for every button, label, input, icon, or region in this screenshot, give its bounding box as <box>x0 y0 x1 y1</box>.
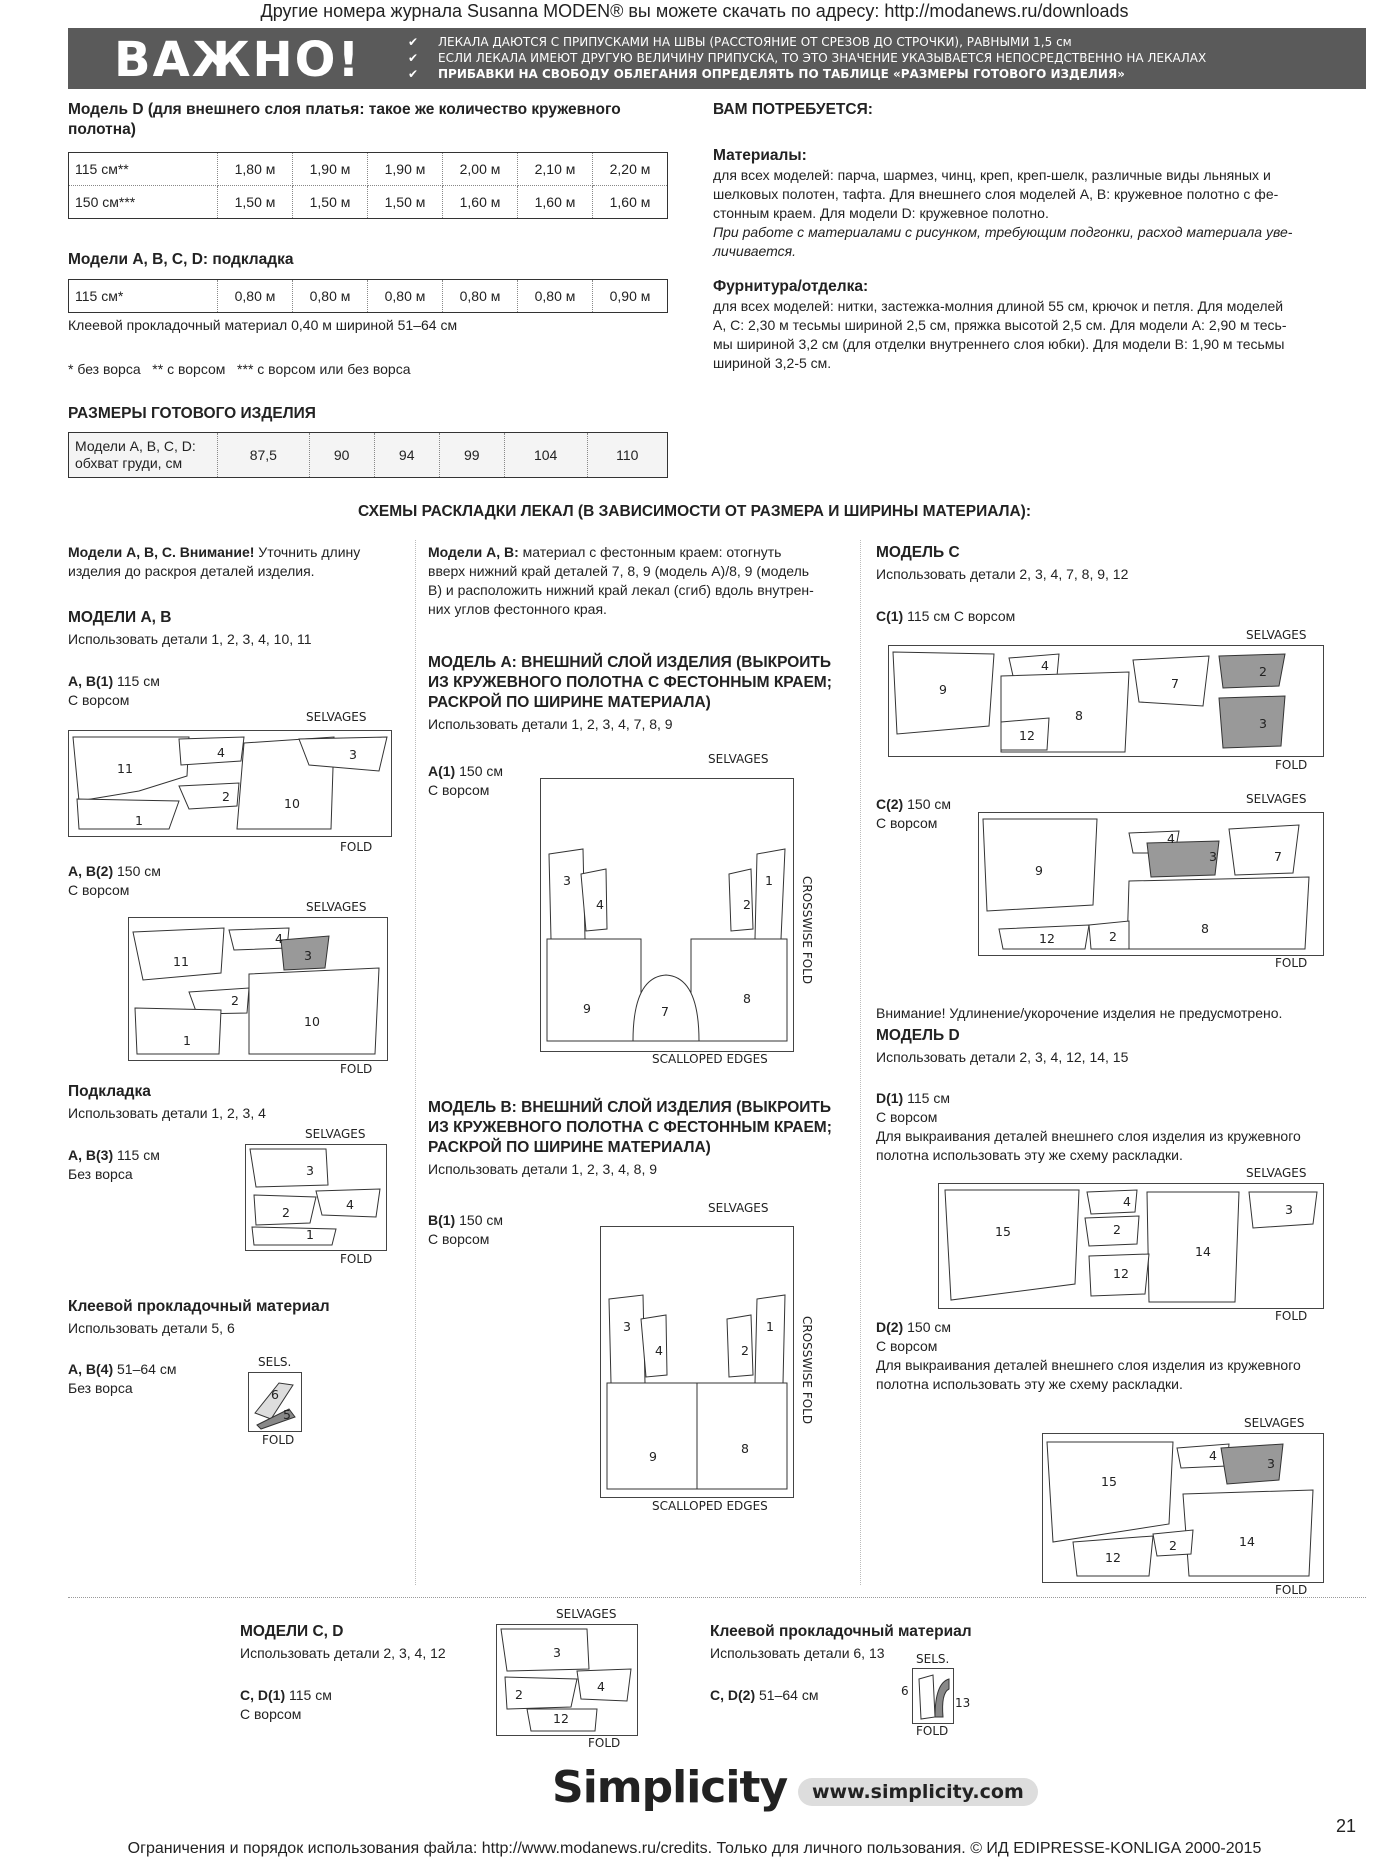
interfacing2-use: Использовать детали 6, 13 <box>710 1645 885 1661</box>
layout-id: С(2) <box>876 796 904 812</box>
important-banner <box>68 28 1366 89</box>
important-line: ✔ ЕСЛИ ЛЕКАЛА ИМЕЮТ ДРУГУЮ ВЕЛИЧИНУ ПРИПУСКА, ТО ЭТО ЗНАЧЕНИЕ УКАЗЫВАЕТСЯ НЕПОСРЕДСТВЕННО НА ЛЕКАЛАХ <box>408 50 1206 66</box>
table-cell: 99 <box>439 433 504 478</box>
table-cell: 110 <box>587 433 667 478</box>
crosswise-fold-label: CROSSWISE FOLD <box>800 1316 814 1425</box>
layout-ab1-label <box>68 672 160 710</box>
layout-diagram-c2: 9 4 3 7 2 8 12 <box>978 812 1324 956</box>
text-line: мы шириной 3,2 см (для отделки внутреннего слоя юбки). Для модели В: 1,90 м тесьмы <box>713 336 1285 352</box>
table-cell: 1,50 м <box>293 186 368 219</box>
sizes-table <box>68 432 668 478</box>
layout-cd1-label <box>240 1686 332 1724</box>
layout-id: С, D(1) <box>240 1687 286 1703</box>
selvages-label: SELVAGES <box>1246 628 1307 642</box>
selvages-label: SELVAGES <box>306 900 367 914</box>
layout-diagram-ab1: 11 4 3 2 10 1 <box>68 730 392 837</box>
layout-width: 115 см <box>285 1687 332 1703</box>
model-d-heading: МОДЕЛЬ D <box>876 1027 960 1044</box>
sizes-label: обхват груди, см <box>75 455 183 471</box>
model-d-table <box>68 152 668 219</box>
text-line: Для выкраивания деталей внешнего слоя изделия из кружевного <box>876 1128 1301 1144</box>
layout-width: 115 см <box>903 1090 950 1106</box>
layout-nap: Без ворса <box>68 1380 133 1396</box>
note-text: В) и расположить нижний край лекал (сгиб) вдоль внутрен- <box>428 582 814 598</box>
table-cell: 150 см*** <box>69 186 218 219</box>
notions-heading: Фурнитура/отделка: <box>713 278 869 295</box>
layout-ab3-label <box>68 1146 160 1184</box>
text-line: для всех моделей: парча, шармез, чинц, креп, креп-шелк, различные виды льняных и <box>713 167 1271 183</box>
text-line: Для выкраивания деталей внешнего слоя изделия из кружевного <box>876 1357 1301 1373</box>
layout-width: 115 см С ворсом <box>903 608 1016 624</box>
fold-label: FOLD <box>262 1433 295 1447</box>
table-cell: 1,90 м <box>368 153 443 186</box>
layout-width: 150 см <box>455 763 503 779</box>
selvages-label: SELVAGES <box>306 710 367 724</box>
note-bold: Модели А, В, С. Внимание! <box>68 544 255 560</box>
text-line: А, С: 2,30 м тесьмы шириной 2,5 см, пряжка высотой 2,5 см. Для модели А: 2,90 м тесь- <box>713 317 1287 333</box>
layout-d1-label <box>876 1089 1346 1165</box>
layout-c1-label <box>876 607 1015 626</box>
layout-width: 51–64 см <box>113 1361 177 1377</box>
text-line: полотна использовать эту же схему раскладки. <box>876 1376 1183 1392</box>
table-cell <box>69 433 218 478</box>
table-cell: 1,60 м <box>518 186 593 219</box>
layout-width: 150 см <box>903 1319 951 1335</box>
layout-nap: С ворсом <box>876 1338 938 1354</box>
layout-id: В(1) <box>428 1212 456 1228</box>
table-cell: 2,00 м <box>443 153 518 186</box>
note-text: вверх нижний край деталей 7, 8, 9 (модель А)/8, 9 (модель <box>428 563 810 579</box>
text-line: шириной 3,2-5 см. <box>713 355 832 371</box>
table-cell: 0,80 м <box>293 280 368 313</box>
layout-nap: С ворсом <box>240 1706 302 1722</box>
table-cell: 0,80 м <box>518 280 593 313</box>
layout-ab4-label <box>68 1360 176 1398</box>
table-cell: 104 <box>504 433 587 478</box>
fold-label: FOLD <box>340 840 373 854</box>
layout-c2-label <box>876 795 951 833</box>
model-a-use: Использовать детали 1, 2, 3, 4, 7, 8, 9 <box>428 716 673 732</box>
materials-block <box>713 146 1353 373</box>
fold-label: FOLD <box>340 1062 373 1076</box>
download-line: Другие номера журнала Susanna MODEN® вы можете скачать по адресу: http://modanews.ru/downloads <box>260 1 1129 21</box>
layout-nap: С ворсом <box>428 782 490 798</box>
table-cell: 1,90 м <box>293 153 368 186</box>
fold-label: FOLD <box>588 1736 621 1750</box>
model-d-use: Использовать детали 2, 3, 4, 12, 14, 15 <box>876 1049 1129 1065</box>
layout-b1-label <box>428 1211 503 1249</box>
model-b-use: Использовать детали 1, 2, 3, 4, 8, 9 <box>428 1161 658 1177</box>
column-divider <box>860 540 861 1585</box>
text-line: стонным краем. Для модели D: кружевное полотно. <box>713 205 1049 221</box>
sizes-title: РАЗМЕРЫ ГОТОВОГО ИЗДЕЛИЯ <box>68 405 316 422</box>
scalloped-label: SCALLOPED EDGES <box>652 1499 768 1513</box>
table-row <box>69 433 668 478</box>
layout-nap: Без ворса <box>68 1166 133 1182</box>
interfacing2-heading: Клеевой прокладочный материал <box>710 1623 972 1640</box>
layout-nap: С ворсом <box>68 692 130 708</box>
lining-table <box>68 279 668 313</box>
layout-width: 150 см <box>455 1212 503 1228</box>
fold-label: FOLD <box>1275 1583 1308 1597</box>
layout-width: 51–64 см <box>755 1687 819 1703</box>
selvages-label: SELVAGES <box>1246 792 1307 806</box>
sels-label: SELS. <box>916 1652 950 1666</box>
fold-label: FOLD <box>340 1252 373 1266</box>
note-text: них углов фестонного края. <box>428 601 607 617</box>
model-c-use: Использовать детали 2, 3, 4, 7, 8, 9, 12 <box>876 566 1129 582</box>
sels-label: SELS. <box>258 1355 292 1369</box>
selvages-label: SELVAGES <box>556 1607 617 1621</box>
fold-label: FOLD <box>916 1724 949 1738</box>
layout-id: D(1) <box>876 1090 904 1106</box>
layout-diagram-cd2 <box>912 1668 954 1724</box>
table-cell: 1,60 м <box>443 186 518 219</box>
heading-line: МОДЕЛЬ В: ВНЕШНИЙ СЛОЙ ИЗДЕЛИЯ (ВЫКРОИТЬ <box>428 1099 832 1116</box>
selvages-label: SELVAGES <box>305 1127 366 1141</box>
table-cell: 0,80 м <box>218 280 293 313</box>
layout-nap: С ворсом <box>876 815 938 831</box>
layout-id: С, D(2) <box>710 1687 756 1703</box>
table-cell: 1,80 м <box>218 153 293 186</box>
scalloped-label: SCALLOPED EDGES <box>652 1052 768 1066</box>
important-line: ✔ ЛЕКАЛА ДАЮТСЯ С ПРИПУСКАМИ НА ШВЫ (РАССТОЯНИЕ ОТ СРЕЗОВ ДО СТРОЧКИ), РАВНЫМИ 1,5 см <box>408 34 1206 50</box>
text-line: шелковых полотен, тафта. Для внешнего слоя моделей А, В: кружевное полотно с фе- <box>713 186 1279 202</box>
layout-diagram-cd1: 3 4 2 12 <box>496 1624 638 1736</box>
materials-heading: Материалы: <box>713 147 807 164</box>
need-title: ВАМ ПОТРЕБУЕТСЯ: <box>713 101 873 118</box>
schemes-title: СХЕМЫ РАСКЛАДКИ ЛЕКАЛ (В ЗАВИСИМОСТИ ОТ РАЗМЕРА И ШИРИНЫ МАТЕРИАЛА): <box>357 503 1032 520</box>
layout-id: А, В(2) <box>68 863 114 879</box>
layout-d2-label <box>876 1318 1346 1394</box>
lining-use: Использовать детали 1, 2, 3, 4 <box>68 1105 266 1121</box>
note-bold: Модели А, В: <box>428 544 519 560</box>
important-line: ✔ ПРИБАВКИ НА СВОБОДУ ОБЛЕГАНИЯ ОПРЕДЕЛЯТЬ ПО ТАБЛИЦЕ «РАЗМЕРЫ ГОТОВОГО ИЗДЕЛИЯ» <box>408 66 1206 82</box>
layout-diagram-c1: 9 4 8 12 7 2 3 <box>888 645 1324 757</box>
note-text: материал с фестонным краем: отогнуть <box>518 544 782 560</box>
table-cell: 115 см** <box>69 153 218 186</box>
fold-label: FOLD <box>1275 1309 1308 1323</box>
heading-line: ИЗ КРУЖЕВНОГО ПОЛОТНА С ФЕСТОННЫМ КРАЕМ; <box>428 1119 832 1136</box>
table-cell: 2,10 м <box>518 153 593 186</box>
fold-label: FOLD <box>1275 758 1308 772</box>
models-ab-use: Использовать детали 1, 2, 3, 4, 10, 11 <box>68 631 312 647</box>
brand-logo <box>552 1762 787 1813</box>
layout-diagram-d1: 15 4 2 14 12 3 <box>938 1183 1324 1309</box>
layout-id: А, В(3) <box>68 1147 114 1163</box>
table-cell: 0,90 м <box>593 280 668 313</box>
layout-width: 150 см <box>113 863 161 879</box>
table-row <box>69 153 668 186</box>
model-d-title: Модель D (для внешнего слоя платья: такое же количество кружевного полотна) <box>68 101 621 138</box>
interfacing-note: Клеевой прокладочный материал 0,40 м шириной 51–64 см <box>68 317 458 333</box>
layout-nap: С ворсом <box>876 1109 938 1125</box>
table-cell: 0,80 м <box>368 280 443 313</box>
table-cell: 87,5 <box>218 433 310 478</box>
layout-id: С(1) <box>876 608 904 624</box>
page-number: 21 <box>1336 1816 1357 1836</box>
piece-label: 13 <box>955 1696 971 1710</box>
piece-label: 6 <box>901 1684 909 1698</box>
selvages-label: SELVAGES <box>1244 1416 1305 1430</box>
layout-width: 150 см <box>903 796 951 812</box>
table-cell: 2,20 м <box>593 153 668 186</box>
layout-diagram-ab2: 11 4 3 2 10 1 <box>128 917 388 1061</box>
interfacing-use: Использовать детали 5, 6 <box>68 1320 235 1336</box>
layout-cd2-label <box>710 1686 818 1705</box>
models-cd-heading: МОДЕЛИ С, D <box>240 1623 344 1640</box>
text-line: полотна использовать эту же схему раскладки. <box>876 1147 1183 1163</box>
col1-note <box>68 543 408 581</box>
layout-id: А, В(4) <box>68 1361 114 1377</box>
table-cell: 115 см* <box>69 280 218 313</box>
layout-diagram-a1: 3 4 2 1 9 7 8 <box>540 778 794 1052</box>
col2-note <box>428 543 848 619</box>
model-a-heading <box>428 653 832 713</box>
layout-nap: С ворсом <box>428 1231 490 1247</box>
models-cd-use: Использовать детали 2, 3, 4, 12 <box>240 1645 446 1661</box>
heading-line: ИЗ КРУЖЕВНОГО ПОЛОТНА С ФЕСТОННЫМ КРАЕМ; <box>428 674 832 691</box>
table-cell: 0,80 м <box>443 280 518 313</box>
legend-note: * без ворса ** с ворсом *** с ворсом или без ворса <box>68 361 411 377</box>
layout-diagram-ab4: 6 5 <box>248 1372 302 1432</box>
layout-id: А(1) <box>428 763 456 779</box>
layout-diagram-b1: 3 4 2 1 9 8 <box>600 1226 794 1498</box>
brand-url-pill <box>798 1781 1038 1803</box>
brand-name: Simplicity <box>552 1762 788 1813</box>
model-b-heading <box>428 1098 832 1158</box>
text-line: При работе с материалами с рисунком, требующим подгонки, расход материала уве- <box>713 224 1293 240</box>
lining-title: Модели А, В, С, D: подкладка <box>68 251 294 268</box>
lining-heading: Подкладка <box>68 1083 151 1100</box>
section-divider <box>68 1597 1366 1598</box>
layout-a1-label <box>428 762 503 800</box>
interfacing-heading: Клеевой прокладочный материал <box>68 1298 330 1315</box>
text-line: личивается. <box>713 243 797 259</box>
layout-nap: С ворсом <box>68 882 130 898</box>
layout-width: 115 см <box>113 673 160 689</box>
warning-note: Внимание! Удлинение/укорочение изделия не предусмотрено. <box>876 1005 1283 1021</box>
table-cell: 90 <box>309 433 374 478</box>
crosswise-fold-label: CROSSWISE FOLD <box>800 876 814 985</box>
table-cell: 1,60 м <box>593 186 668 219</box>
model-c-heading: МОДЕЛЬ С <box>876 544 960 561</box>
layout-id: А, В(1) <box>68 673 114 689</box>
sizes-label: Модели А, В, С, D: <box>75 438 196 454</box>
heading-line: МОДЕЛЬ А: ВНЕШНИЙ СЛОЙ ИЗДЕЛИЯ (ВЫКРОИТЬ <box>428 654 832 671</box>
selvages-label: SELVAGES <box>708 1201 769 1215</box>
layout-diagram-ab3: 3 4 2 1 <box>245 1144 387 1251</box>
fold-label: FOLD <box>1275 956 1308 970</box>
legal-line: Ограничения и порядок использования файла: http://www.modanews.ru/credits. Только для личного пользования. © ИД EDIPRESSE-KONLIGA 2000-2015 <box>127 1840 1262 1857</box>
brand-url[interactable]: www.simplicity.com <box>798 1778 1038 1806</box>
column-divider <box>415 540 416 1585</box>
text-line: для всех моделей: нитки, застежка-молния длиной 55 см, крючок и петля. Для моделей <box>713 298 1284 314</box>
layout-diagram-d2: 15 4 3 2 14 12 <box>1042 1433 1324 1583</box>
layout-ab2-label <box>68 862 161 900</box>
models-ab-heading: МОДЕЛИ А, В <box>68 609 172 626</box>
heading-line: РАСКРОЙ ПО ШИРИНЕ МАТЕРИАЛА) <box>428 1139 711 1156</box>
selvages-label: SELVAGES <box>1246 1166 1307 1180</box>
important-title: ВАЖНО! <box>114 32 362 88</box>
layout-id: D(2) <box>876 1319 904 1335</box>
layout-width: 115 см <box>113 1147 160 1163</box>
selvages-label: SELVAGES <box>708 752 769 766</box>
table-row <box>69 280 668 313</box>
table-cell: 1,50 м <box>218 186 293 219</box>
table-cell: 1,50 м <box>368 186 443 219</box>
note-text: изделия до раскроя деталей изделия. <box>68 563 315 579</box>
heading-line: РАСКРОЙ ПО ШИРИНЕ МАТЕРИАЛА) <box>428 694 711 711</box>
note-text: Уточнить длину <box>254 544 361 560</box>
important-lines <box>408 34 1206 82</box>
table-row <box>69 186 668 219</box>
table-cell: 94 <box>374 433 439 478</box>
